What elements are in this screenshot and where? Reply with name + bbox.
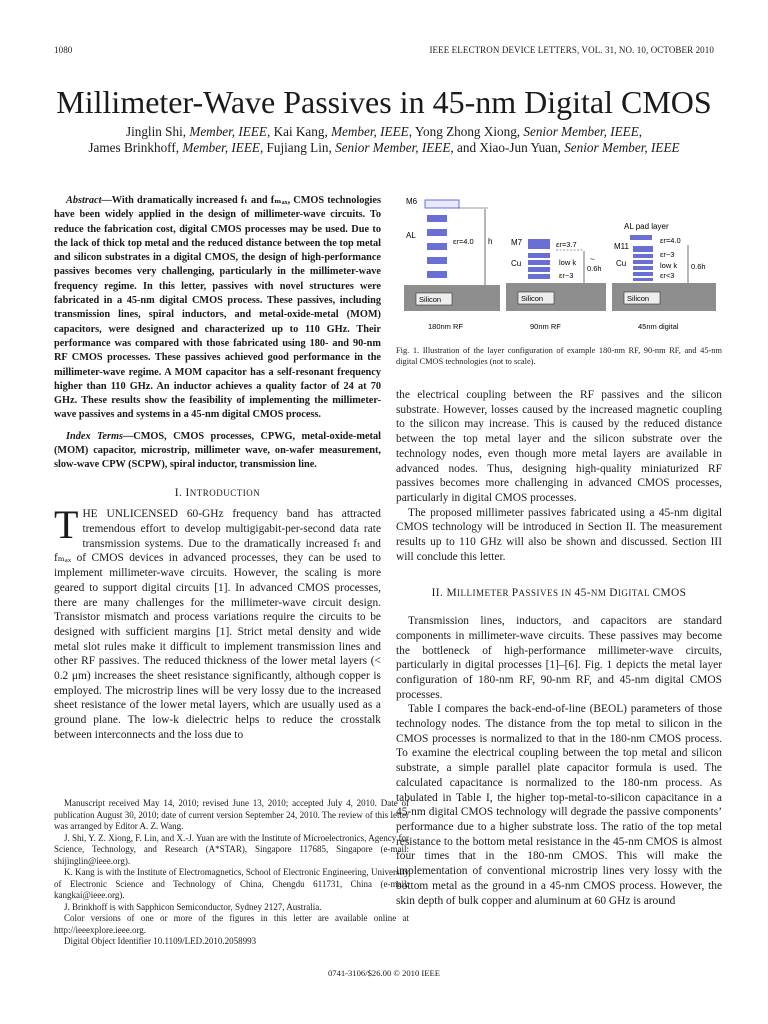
metal-block — [633, 254, 653, 258]
author-name: Jinglin Shi, — [125, 124, 187, 139]
label-m7: M7 — [511, 238, 523, 247]
metal-block — [427, 243, 447, 250]
metal-block — [633, 246, 653, 252]
abstract-text: —With dramatically increased fₜ and fₘₐₓ, CMOS technologies have been widely applied in the design of millimeter-wave circuits. To reduce the fabrication cost, digital CMOS processes may be used. Due to the lack of thick top metal and the reduced distance between the top metal and silicon substrates in a digital CMOS, the design of high-performance passives becomes very challenging, particularly in the millimeter-wave frequency regime. In this letter, passives with novel structures were fabricated in a 45-nm digital CMOS process. These passives, including transmission lines, spiral inductors, and metal-oxide-metal (MOM) capacitors, were designed and characterized up to 110 GHz. Their performance was compared with those fabricated using 180- and 90-nm RF CMOS processes. These passives achieved good performance in the millimeter-wave regime. A MOM capacitor has a self-resonant frequency higher than 110 GHz. An inductor achieves a quality factor of 24 at 70 GHz. These results show the feasibility of implementing the millimeter-wave passives and systems in a 45-nm digital CMOS process. — [54, 195, 381, 421]
author-role: Member, IEEE — [182, 140, 260, 155]
silicon-label: Silicon — [419, 295, 442, 304]
author-sep: , — [408, 124, 415, 139]
intro-text: 60-GHz frequency band has attracted tremendous effort to develop multigigabit-per-second data rate transmission systems. Due to the dramatically increased fₜ and fₘₐₓ of CMOS devices in advanced processes, they can be used to implement millimeter-wave circuits. However, the scaling is more geared to support digital circuits [1]. In advanced CMOS processes, there are many challenges for the millimeter-wave circuit design. Transistor mismatch and process variations require the circuits to be designed with sufficient margins [1]. Strict metal density and wide metal slot rules make it difficult to implement transmission lines and other RF passives. The reduced thickness of the lower metal layers (< 0.2 μm) increases the sheet resistance significantly, although copper is employed. The microstrip lines will be very lossy due to the increased sheet resistance of the lower metal layers, which are usually used as a ground plane. The low-k dielectric helps to reduce the crosstalk between interconnects and the loss due to — [54, 508, 381, 741]
drop-cap: T — [54, 502, 79, 548]
heading-part: CMOS — [652, 587, 687, 600]
index-terms-text: —CMOS, CMOS processes, CPWG, metal-oxide-metal (MOM) capacitor, microstrip, millimeter wave, on-wafer measurement, slow-wave CPW (SCPW), spiral inductor, transmission line. — [54, 430, 381, 471]
metal-block — [633, 260, 653, 264]
paragraph: Table I compares the back-end-of-line (BEOL) parameters of those technology nodes. The distance from the top metal to silicon in the CMOS processes is normalized to that in the 180-nm CMOS process. To examine the electrical coupling between the top metal and silicon substrate, a simple parallel plate capacitor formula is used. The calculated capacitance is normalized to the 180-nm process. As tabulated in Table I, the higher top-metal-to-silicon capacitance in a 45-nm digital CMOS technology will degrade the passive components’ performance due to a higher substrate loss. The ratio of the top metal resistance to the bottom metal resistance in the 45-nm CMOS is almost four times that in the 180-nm CMOS. This will make the implementation of conventional microstrip lines very lossy with the bottom metal as the ground in a 45-nm CMOS process. However, the skin depth of bulk copper and aluminum at 60 GHz is around — [396, 703, 722, 907]
metal-block — [528, 253, 550, 258]
section-numeral: II. — [431, 587, 444, 600]
label-m6: M6 — [406, 197, 418, 206]
tilde-label: ~ — [590, 255, 595, 264]
metal-block — [528, 274, 550, 279]
footnote: Manuscript received May 14, 2010; revised June 13, 2010; accepted July 4, 2010. Date of publication August 30, 2010; date of current version September 24, 2010. The review of this letter was arranged by Editor A. Z. Wang. — [54, 798, 409, 831]
section-1-heading — [54, 486, 381, 501]
author-sep: , — [266, 124, 274, 139]
heading-part: D — [609, 587, 618, 600]
paragraph: The proposed millimeter passives fabricated using a 45-nm digital CMOS technology will be introduced in Section II. The measurement results up to 110 GHz will also be shown and discussed. Section III will conclude this letter. — [396, 506, 722, 563]
footnote: Color versions of one or more of the figures in this letter are available online at http://ieeexplore.ieee.org. — [54, 913, 409, 935]
author-name: Yong Zhong Xiong, — [414, 124, 521, 139]
metal-block — [633, 272, 653, 276]
author-role: Member, IEEE — [331, 124, 409, 139]
panel-caption: 45nm digital — [638, 322, 679, 331]
paragraph: the electrical coupling between the RF passives and the silicon substrate. However, losses caused by the increased magnetic coupling to the silicon may increase. This is caused by the reduced distance between the top metal layer and the silicon substrate over the technology nodes, even though more metal layers are available in advanced nodes. Thus, designing high-quality miniaturized RF passives becomes more challenging in advanced CMOS processes, particularly in digital CMOS processes. — [396, 389, 722, 504]
heading-rest: NTRODUCTION — [189, 487, 261, 498]
author-sep: , — [450, 140, 458, 155]
h-label: h — [488, 237, 493, 246]
silicon-label: Silicon — [521, 294, 544, 303]
heading-part: ILLIMETER — [457, 588, 512, 599]
label-cu: Cu — [511, 259, 522, 268]
metal-block — [427, 257, 447, 264]
right-column — [396, 388, 722, 908]
footnote: J. Shi, Y. Z. Xiong, F. Lin, and X.-J. Yuan are with the Institute of Microelectronics, Agency for Science, Technology, and Research (A*STAR), Singapore 117685, Singapore (e-mail: shijinglin@ieee.org). — [54, 832, 409, 866]
thickness-label: 0.6h — [691, 262, 706, 271]
silicon-label: Silicon — [627, 294, 650, 303]
panel-45nm — [612, 222, 716, 331]
panel-180nm — [404, 197, 500, 331]
label-m11: M11 — [614, 242, 629, 251]
eps-label: εr<3 — [660, 271, 675, 280]
page-number: 1080 — [54, 45, 73, 55]
intro-paragraph — [54, 502, 381, 742]
index-terms-label: Index Terms — [66, 430, 123, 442]
label-cu: Cu — [616, 259, 627, 268]
eps-label: εr~3 — [559, 271, 574, 280]
m6-layer — [425, 200, 459, 208]
paragraph: Transmission lines, inductors, and capacitors are standard components in millimeter-wave circuits. These passives may become the bottleneck of high-performance millimeter-wave circuits, particularly in digital processes [1]–[6]. Fig. 1 depicts the metal layer configuration of 180-nm RF, 90-nm RF, and 45-nm digital CMOS processes. — [396, 615, 722, 701]
index-terms — [54, 430, 381, 473]
label-al: AL — [406, 231, 416, 240]
footnote: Digital Object Identifier 10.1109/LED.2010.2058993 — [64, 936, 257, 946]
eps-label: εr=4.0 — [660, 236, 681, 245]
figure-caption: Fig. 1. Illustration of the layer configuration of example 180-nm RF, 90-nm RF, and 45-nm digital CMOS technologies (not to scale). — [396, 346, 722, 366]
metal-block — [427, 229, 447, 236]
eps-label: εr~3 — [660, 250, 675, 259]
thickness-label: 0.6h — [587, 264, 602, 273]
panel-90nm — [506, 238, 606, 331]
heading-part: ASSIVES IN — [518, 588, 575, 599]
section-numeral: I. — [174, 486, 183, 499]
metal-block — [427, 271, 447, 278]
heading-part: 45- — [574, 587, 591, 600]
eps-label: εr=3.7 — [556, 240, 577, 249]
footnote: J. Brinkhoff is with Sapphicon Semiconductor, Sydney 2127, Australia. — [64, 901, 322, 912]
panel-caption: 180nm RF — [428, 322, 464, 331]
section-2-heading — [396, 586, 722, 601]
panel-caption: 90nm RF — [530, 322, 561, 331]
author-line-1 — [40, 124, 728, 140]
figure-layer-config — [398, 193, 720, 338]
abstract-label: Abstract — [66, 195, 102, 206]
author-name: Fujiang Lin, — [266, 140, 332, 155]
author-role: Member, IEEE — [189, 124, 267, 139]
journal-header: IEEE ELECTRON DEVICE LETTERS, VOL. 31, NO. 10, OCTOBER 2010 — [429, 45, 714, 55]
metal-block — [427, 215, 447, 222]
heading-part: IGITAL — [617, 588, 653, 599]
drop-cap-rest: HE UNLICENSED — [82, 508, 178, 521]
heading-part: M — [446, 587, 458, 600]
author-role: Senior Member, IEEE — [523, 124, 639, 139]
pad-layer — [630, 235, 652, 240]
metal-block — [633, 266, 653, 270]
author-sep: , — [638, 124, 643, 139]
footnotes — [54, 798, 409, 948]
footnote: K. Kang is with the Institute of Electromagnetics, School of Electronic Engineering, University of Electronic Science and Technology of China, Chengdu 611731, China (e-mail: kangkai@ieee.org). — [54, 867, 409, 900]
paper-title: Millimeter-Wave Passives in 45-nm Digital CMOS — [56, 84, 712, 120]
author-list — [40, 124, 728, 156]
metal-block — [528, 267, 550, 272]
author-role: Senior Member, IEEE — [564, 140, 680, 155]
metal-block — [633, 278, 653, 281]
lowk-label: low k — [660, 261, 678, 270]
heading-part: NM — [590, 588, 610, 599]
abstract — [54, 194, 381, 423]
author-name: James Brinkhoff, — [88, 140, 180, 155]
author-name: and Xiao-Jun Yuan, — [457, 140, 561, 155]
metal-block — [528, 260, 550, 265]
author-sep: , — [259, 140, 267, 155]
pad-label: AL pad layer — [624, 222, 669, 231]
left-column — [54, 194, 381, 743]
heading-part: P — [511, 587, 519, 600]
author-name: Kai Kang, — [273, 124, 328, 139]
author-line-2 — [40, 140, 728, 156]
heading-initial: I — [185, 486, 190, 499]
eps-label: εr=4.0 — [453, 237, 474, 246]
copyright-line: 0741-3106/$26.00 © 2010 IEEE — [327, 968, 441, 978]
metal-block — [528, 239, 550, 249]
author-role: Senior Member, IEEE — [335, 140, 451, 155]
lowk-label: low k — [559, 258, 577, 267]
